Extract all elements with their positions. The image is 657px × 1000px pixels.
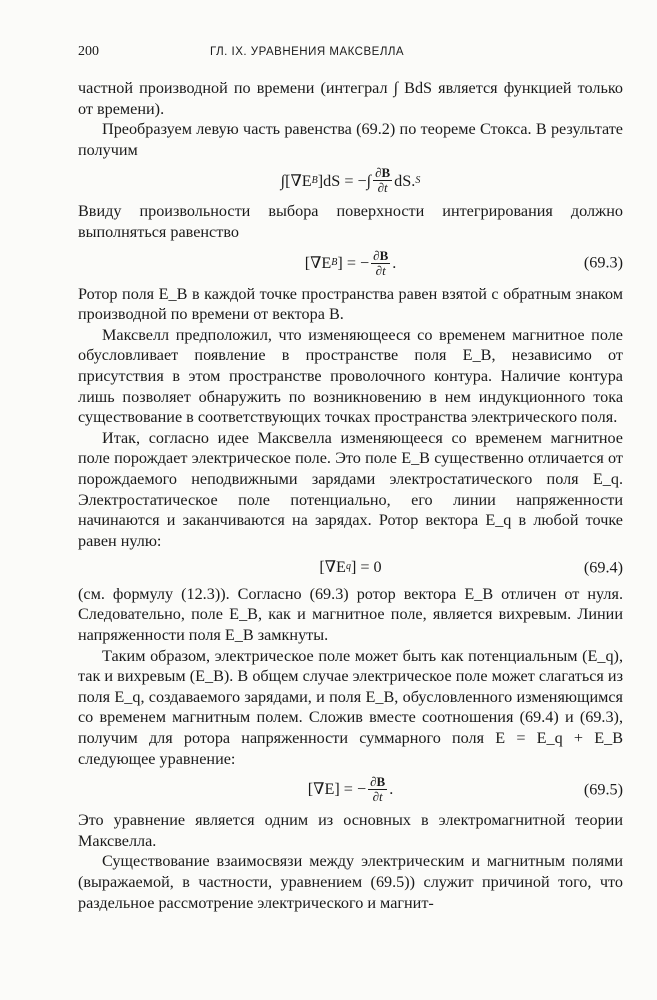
paragraph-8: Таким образом, электрическое поле может быть как потенциальным (E_q), так и вихревым (E_B). В общем случае электрическое поле может слагаться из поля E_q, создаваемого зарядами, и поля E_B, обусловленного изменяющимся со временем магнитным полем. Сложив вместе соотношения (69.4) и (69.3), получим для ротора напряженности суммарного поля E = E_q + E_B следующее уравнение: [78, 646, 623, 768]
running-header [78, 44, 623, 66]
eq1-int-sub: S [415, 174, 421, 186]
eq1-fraction [373, 166, 392, 195]
eq2-tail: . [392, 253, 397, 272]
eq4-fraction [368, 775, 387, 804]
eq2-number: (69.3) [583, 253, 623, 272]
paragraph-4: Ротор поля E_B в каждой точке пространства равен взятой с обратным знаком производной по времени от вектора B. [78, 284, 623, 324]
book-page [78, 44, 623, 913]
eq3-lhs-sub: q [345, 561, 351, 573]
paragraph-5: Максвелл предположил, что изменяющееся со временем магнитное поле обусловливает появление в пространстве поля E_B, независимо от присутствия в этом пространстве проволочного контура. Наличие контура лишь позволяет обнаружить по возникновению в нем индукционного тока существование в соответствующих точках пространства электрического поля. [78, 325, 623, 427]
eq4-number: (69.5) [583, 780, 623, 799]
equation-69-3 [78, 249, 623, 278]
eq3-lhs-tail: ] = 0 [350, 558, 382, 577]
eq3-lhs: [∇E [319, 558, 346, 577]
eq1-lhs-tail: ]dS = −∫ [317, 171, 372, 190]
eq4-frac-den: ∂t [372, 789, 383, 805]
eq3-number: (69.4) [583, 558, 623, 577]
equation-69-5 [78, 775, 623, 804]
eq1-lhs-sub: B [311, 174, 318, 186]
equation-69-4 [78, 557, 623, 578]
eq2-fraction [371, 249, 390, 278]
paragraph-1: частной производной по времени (интеграл ∫ BdS является функцией только от времени). [78, 79, 623, 118]
eq2-lhs-sub: B [331, 256, 338, 268]
eq1-lhs: ∫[∇E [280, 171, 312, 190]
eq4-tail: . [389, 780, 394, 799]
eq1-rhs-tail: dS. [394, 171, 416, 190]
eq2-frac-num: ∂B [373, 247, 389, 263]
eq2-frac-den: ∂t [375, 262, 386, 278]
page-number: 200 [78, 44, 99, 59]
paragraph-2: Преобразуем левую часть равенства (69.2) по теореме Стокса. В результате получим [78, 120, 623, 159]
eq2-lhs: [∇E [304, 253, 332, 272]
eq4-frac-num: ∂B [370, 774, 386, 790]
eq4-lhs: [∇E] = − [307, 780, 367, 799]
eq1-frac-den: ∂t [377, 180, 388, 196]
eq2-lhs-tail: ] = − [337, 253, 370, 272]
body-text [78, 78, 623, 913]
eq1-frac-num: ∂B [375, 165, 391, 181]
paragraph-10: Существование взаимосвязи между электрическим и магнитным полями (выражаемой, в частности, уравнением (69.5)) служит причиной того, что раздельное рассмотрение электрического и магнит- [78, 852, 623, 912]
chapter-title: ГЛ. IX. УРАВНЕНИЯ МАКСВЕЛЛА [210, 46, 405, 58]
paragraph-6: Итак, согласно идее Максвелла изменяющееся со временем магнитное поле порождает электрическое поле. Это поле E_B существенно отличается от порождаемого неподвижными зарядами электростатического поля E_q. Электростатическое поле потенциально, его линии напряженности начинаются и заканчиваются на зарядах. Ротор вектора E_q в любой точке равен нулю: [78, 428, 623, 550]
paragraph-7: (см. формулу (12.3)). Согласно (69.3) ротор вектора E_B отличен от нуля. Следовательно, поле E_B, как и магнитное поле, является вихревым. Линии напряженности поля E_B замкнуты. [78, 584, 623, 645]
paragraph-3: Ввиду произвольности выбора поверхности интегрирования должно выполняться равенство [78, 202, 623, 241]
equation-stokes [78, 166, 623, 195]
paragraph-9: Это уравнение является одним из основных в электромагнитной теории Максвелла. [78, 811, 623, 850]
